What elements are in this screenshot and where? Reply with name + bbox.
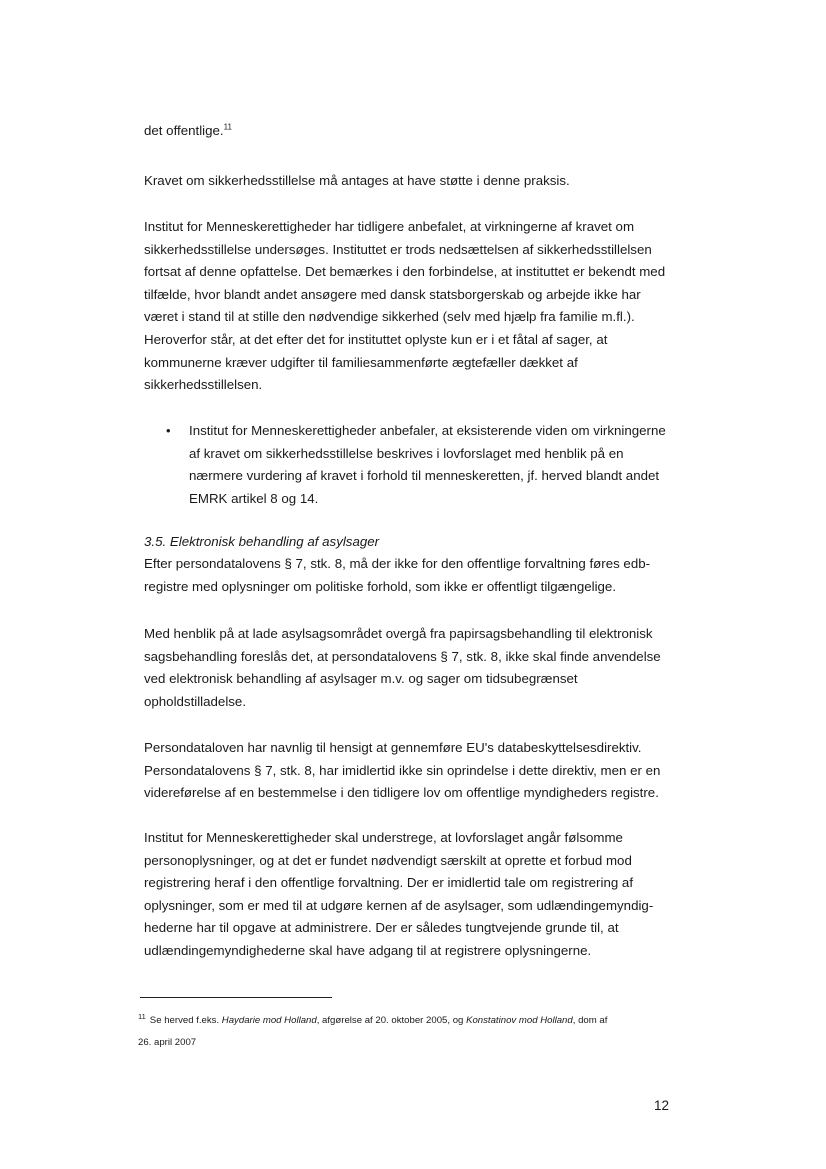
footnote-date: 26. april 2007	[138, 1037, 197, 1048]
bullet-icon: •	[166, 423, 171, 438]
paragraph-6-line: personoplysninger, og at det er fundet nødvendigt særskilt at oprette et forbud mod	[144, 852, 632, 868]
footnote-divider	[140, 997, 332, 998]
paragraph-6-line: registrering heraf i den offentlige forvaltning. Der er imidlertid tale om registrering af	[144, 875, 634, 891]
paragraph-5-line: videreførelse af en bestemmelse i den tidligere lov om offentlige myndigheders registre.	[144, 785, 659, 801]
footnote-case-1: Haydarie mod Holland	[221, 1015, 317, 1026]
paragraph-3-line: registre med oplysninger om politiske forhold, som ikke er offentligt tilgængelige.	[144, 578, 617, 594]
paragraph-2-line: sikkerhedsstillelsen.	[144, 377, 263, 393]
paragraph-6-line: hederne har til opgave at administrere. Der er således tungtvejende grunde til, at	[144, 920, 619, 936]
paragraph-4-line: sagsbehandling foreslås det, at persondatalovens § 7, stk. 8, ikke skal finde anvendelse	[144, 648, 661, 664]
paragraph-6	[144, 827, 684, 963]
footnote-reference: 11	[223, 122, 232, 132]
paragraph-6-line: Institut for Menneskerettigheder skal understrege, at lovforslaget angår følsomme	[144, 830, 623, 845]
paragraph-1: Kravet om sikkerhedsstillelse må antages at have støtte i denne praksis.	[144, 173, 570, 188]
paragraph-4-line: opholdstilladelse.	[144, 693, 247, 709]
paragraph-4	[144, 623, 684, 713]
paragraph-2-line: Institut for Menneskerettigheder har tidligere anbefalet, at virkningerne af kravet om	[144, 219, 635, 234]
paragraph-2-line: tilfælde, hvor blandt andet ansøgere med dansk statsborgerskab og arbejde ikke har	[144, 286, 641, 302]
paragraph-4-line: ved elektronisk behandling af asylsager m.v. og sager om tidsubegrænset	[144, 671, 578, 687]
intro-text: det offentlige.	[144, 123, 224, 138]
paragraph-6-line: udlændingemyndighederne skal have adgang til at registrere oplysningerne.	[144, 942, 592, 958]
paragraph-5-line: Persondataloven har navnlig til hensigt at gennemføre EU's databeskyttelsesdirektiv.	[144, 740, 642, 755]
bullet-line: EMRK artikel 8 og 14.	[189, 490, 319, 506]
paragraph-3	[144, 553, 684, 598]
paragraph-2-line: været i stand til at stille den nødvendige sikkerhed (selv med hjælp fra familie m.fl.).	[144, 309, 635, 325]
paragraph-2-line: Heroverfor står, at det efter det for instituttet oplyste kun er i et fåtal af sager, at	[144, 331, 608, 347]
footnote-case-2: Konstatinov mod Holland	[466, 1015, 573, 1026]
paragraph-3-line: Efter persondatalovens § 7, stk. 8, må der ikke for den offentlige forvaltning føres edb-	[144, 556, 651, 571]
paragraph-4-line: Med henblik på at lade asylsagsområdet overgå fra papirsagsbehandling til elektronisk	[144, 626, 653, 641]
paragraph-2-line: sikkerhedsstillelse undersøges. Instituttet er trods nedsættelsen af sikkerhedsstillelsen	[144, 241, 652, 257]
paragraph-6-line: oplysninger, som er med til at udgøre kernen af de asylsager, som udlændingemyndig-	[144, 897, 654, 913]
footnote-number: 11	[138, 1011, 146, 1021]
bullet-text	[189, 420, 689, 510]
paragraph-2-line: kommunerne kræver udgifter til familiesammenførte ægtefæller dækket af	[144, 354, 578, 370]
bullet-line: af kravet om sikkerhedsstillelse beskrives i lovforslaget med henblik på en	[189, 445, 624, 461]
bullet-line: Institut for Menneskerettigheder anbefaler, at eksisterende viden om virkningerne	[189, 423, 666, 438]
paragraph-5-line: Persondatalovens § 7, stk. 8, har imidlertid ikke sin oprindelse i dette direktiv, men er en	[144, 762, 661, 778]
footnote-text: Se herved f.eks.	[149, 1015, 222, 1026]
bullet-line: nærmere vurdering af kravet i forhold til menneskeretten, jf. herved blandt andet	[189, 468, 660, 484]
intro-line	[144, 120, 684, 143]
page-number: 12	[654, 1098, 670, 1113]
footnote	[138, 1010, 698, 1054]
section-heading: 3.5. Elektronisk behandling af asylsager	[144, 534, 380, 549]
footnote-text: , dom af	[572, 1015, 608, 1026]
paragraph-2-line: fortsat af denne opfattelse. Det bemærkes i den forbindelse, at instituttet er bekendt med	[144, 264, 666, 280]
footnote-text: , afgørelse af 20. oktober 2005, og	[316, 1015, 467, 1026]
paragraph-2	[144, 216, 684, 397]
paragraph-5	[144, 737, 684, 805]
